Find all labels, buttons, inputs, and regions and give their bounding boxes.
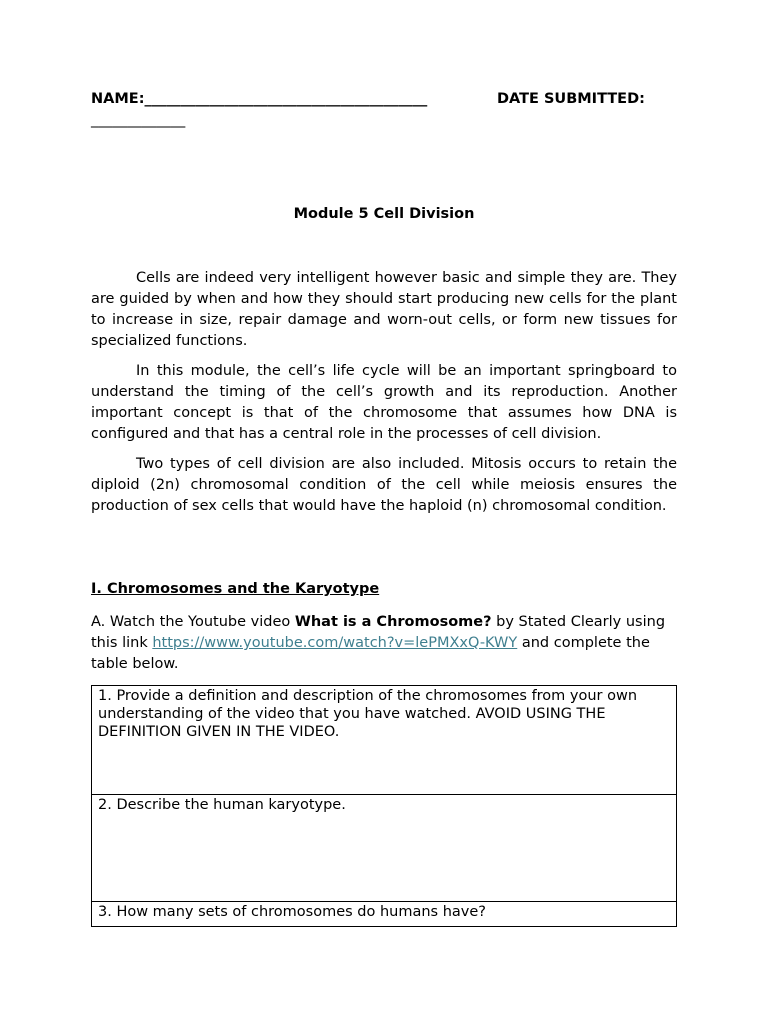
name-field bbox=[91, 91, 427, 107]
date-blank: _____________ bbox=[91, 112, 186, 128]
intro-paragraph-1: Cells are indeed very intelligent however basic and simple they are. They are guided by when and how they should start producing new cells for the plant to increase in size, repair damage and worn-out cells, or form new tissues for specialized functions. bbox=[91, 270, 677, 349]
instruction-mid: by Stated Clearly using this link bbox=[91, 614, 666, 651]
section-heading: I. Chromosomes and the Karyotype bbox=[91, 581, 380, 597]
table-row bbox=[92, 686, 677, 795]
question-cell[interactable]: 3. How many sets of chromosomes do humans have? bbox=[92, 902, 677, 927]
table-row bbox=[92, 795, 677, 902]
question-cell[interactable]: 1. Provide a definition and description of the chromosomes from your own understanding of the video that you have watched. AVOID USING THE DEFINITION GIVEN IN THE VIDEO. bbox=[92, 686, 677, 795]
instruction-suffix: and complete the table below. bbox=[91, 635, 650, 672]
question-cell[interactable]: 2. Describe the human karyotype. bbox=[92, 795, 677, 902]
page-title: Module 5 Cell Division bbox=[293, 206, 475, 222]
table-row bbox=[92, 902, 677, 927]
intro-paragraph-2: In this module, the cell’s life cycle will be an important springboard to understand the timing of the cell’s growth and its reproduction. Another important concept is that of the chromosome that assumes how DNA is configured and that has a central role in the processes of cell division. bbox=[91, 363, 677, 442]
intro-paragraph-3: Two types of cell division are also included. Mitosis occurs to retain the diploid (2n) chromosomal condition of the cell while meiosis ensures the production of sex cells that would have the haploid (n) chromosomal condition. bbox=[91, 456, 677, 514]
video-title: What is a Chromosome? bbox=[294, 614, 492, 630]
name-label: NAME: bbox=[91, 91, 145, 107]
intro-text bbox=[91, 268, 677, 526]
instructions bbox=[91, 612, 677, 675]
name-blank: _______________________________________ bbox=[144, 91, 428, 107]
question-table bbox=[91, 685, 677, 927]
video-link[interactable]: https://www.youtube.com/watch?v=lePMXxQ-KWY bbox=[152, 635, 518, 651]
date-submitted-label: DATE SUBMITTED: bbox=[497, 91, 645, 107]
instruction-prefix: A. Watch the Youtube video bbox=[91, 614, 295, 630]
